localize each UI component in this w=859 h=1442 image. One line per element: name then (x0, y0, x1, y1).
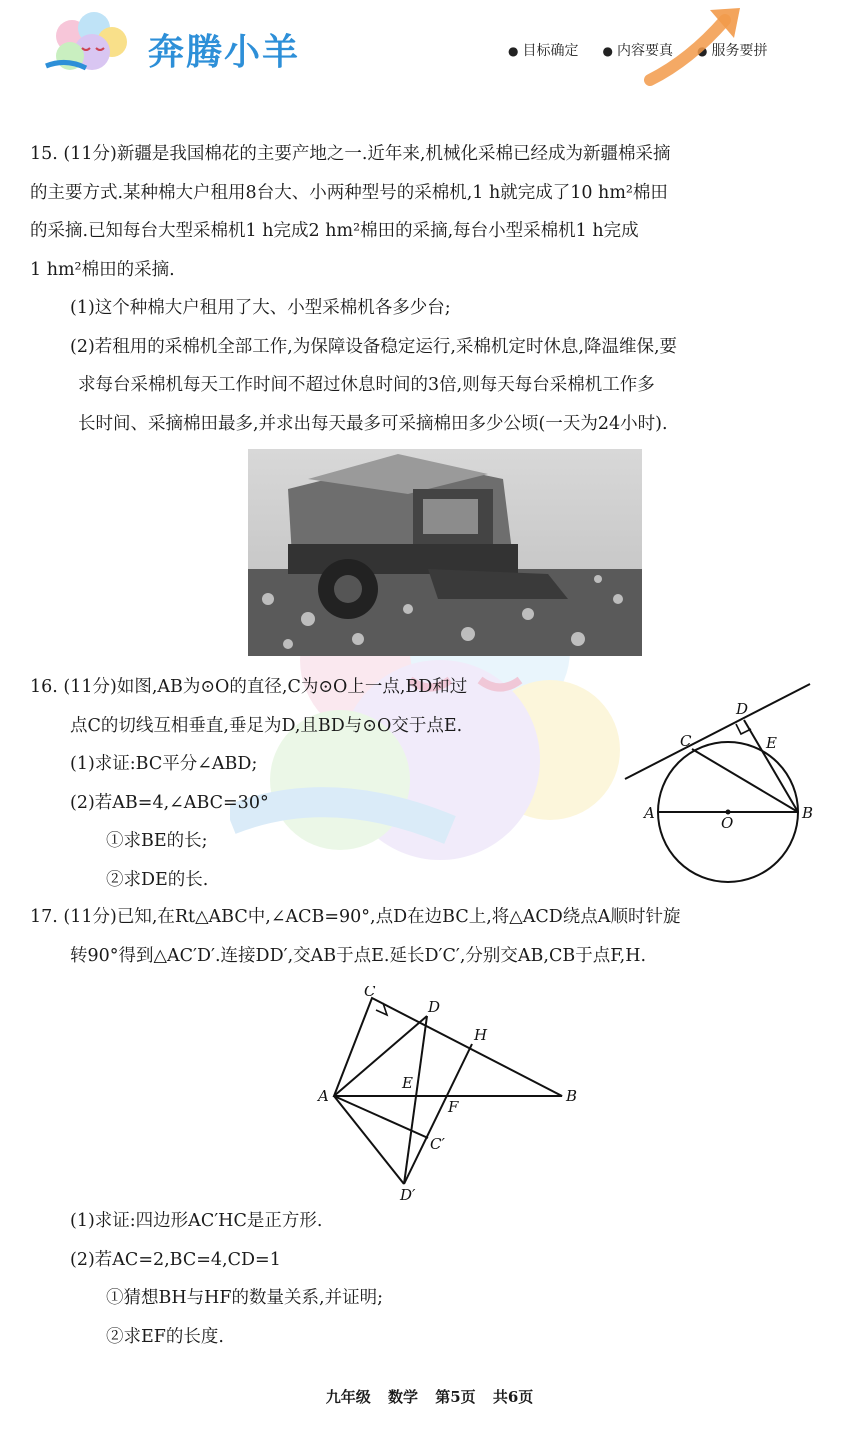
tag-content: ● 内容要真 (602, 40, 672, 60)
tag-service: ● 服务要拼 (697, 40, 767, 60)
label-d: D (736, 700, 749, 718)
question-15 (30, 135, 830, 443)
page-footer (0, 1386, 859, 1407)
q17-geometry-figure (312, 986, 584, 1206)
footer-total: 共6页 (492, 1388, 534, 1406)
q16-sub2a: ①求BE的长; (106, 831, 208, 851)
q17-sub2b: ②求EF的长度. (106, 1326, 224, 1347)
label-o: O (721, 814, 734, 832)
q15-line-4: 1 hm²棉田的采摘. (30, 259, 175, 280)
q16-sub1: (1)求证:BC平分∠ABD; (70, 754, 258, 774)
label-b: B (802, 804, 814, 822)
page-header (0, 0, 859, 110)
triangle-abc (334, 998, 562, 1096)
q15-line-3: 的采摘.已知每台大型采棉机1 h完成2 hm²棉田的采摘,每台小型采棉机1 h完成 (30, 221, 639, 241)
segment-ad (334, 1016, 427, 1096)
q15-sub2-line-1: (2)若租用的采棉机全部工作,为保障设备稳定运行,采棉机定时休息,降温维保,要 (70, 336, 678, 357)
label-d-prime: D′ (400, 1186, 416, 1204)
segment-cb (692, 749, 798, 812)
tag-goal: ● 目标确定 (508, 40, 578, 60)
q17-sub2a: ①猜想BH与HF的数量关系,并证明; (106, 1288, 383, 1308)
segment-ad-prime (334, 1096, 404, 1184)
footer-page: 第5页 (435, 1388, 476, 1406)
label-h: H (474, 1026, 488, 1044)
q16-sub2: (2)若AB=4,∠ABC=30° (70, 792, 269, 813)
label-e: E (402, 1074, 413, 1092)
q15-line-2: 的主要方式.某种棉大户租用8台大、小两种型号的采棉机,1 h就完成了10 hm²棉田 (30, 182, 668, 203)
q16-sub2b: ②求DE的长. (106, 869, 209, 890)
label-d: D (428, 998, 441, 1016)
sheep-logo-icon (42, 6, 142, 86)
label-c: C (364, 986, 376, 1000)
label-f: F (448, 1098, 459, 1116)
label-e: E (766, 734, 777, 752)
q15-line-1: 15. (11分)新疆是我国棉花的主要产地之一.近年来,机械化采棉已经成为新疆棉采摘 (30, 144, 671, 164)
q17-sub1: (1)求证:四边形AC′HC是正方形. (70, 1211, 323, 1231)
q16-line-2: 点C的切线互相垂直,垂足为D,且BD与⊙O交于点E. (70, 715, 463, 736)
q17-line-1: 17. (11分)已知,在Rt△ABC中,∠ACB=90°,点D在边BC上,将△ACD绕点A顺时针旋 (30, 907, 681, 927)
q17-sub2: (2)若AC=2,BC=4,CD=1 (70, 1249, 281, 1270)
label-c-prime: C′ (430, 1135, 445, 1153)
cotton-harvester-photo (248, 449, 642, 656)
footer-subject: 数学 (387, 1388, 418, 1406)
q15-sub2-line-3: 长时间、采摘棉田最多,并求出每天最多可采摘棉田多少公顷(一天为24小时). (78, 413, 668, 434)
question-17-parts (30, 1202, 830, 1356)
q16-circle-figure (620, 676, 820, 896)
label-c: C (680, 732, 692, 750)
label-b: B (566, 1087, 578, 1105)
q15-sub1: (1)这个种棉大户租用了大、小型采棉机各多少台; (70, 298, 451, 318)
question-17 (30, 898, 830, 975)
footer-grade: 九年级 (325, 1388, 371, 1406)
q16-line-1: 16. (11分)如图,AB为⊙O的直径,C为⊙O上一点,BD和过 (30, 677, 468, 697)
label-a: A (644, 804, 655, 822)
q17-line-2: 转90°得到△AC′D′.连接DD′,交AB于点E.延长D′C′,分别交AB,CB于点F,H. (70, 945, 647, 966)
label-a: A (318, 1087, 329, 1105)
brand-name: 奔腾小羊 (148, 32, 301, 73)
q15-sub2-line-2: 求每台采棉机每天工作时间不超过休息时间的3倍,则每天每台采棉机工作多 (78, 375, 655, 395)
brush-arrow-icon (640, 0, 750, 90)
question-16 (30, 668, 630, 899)
